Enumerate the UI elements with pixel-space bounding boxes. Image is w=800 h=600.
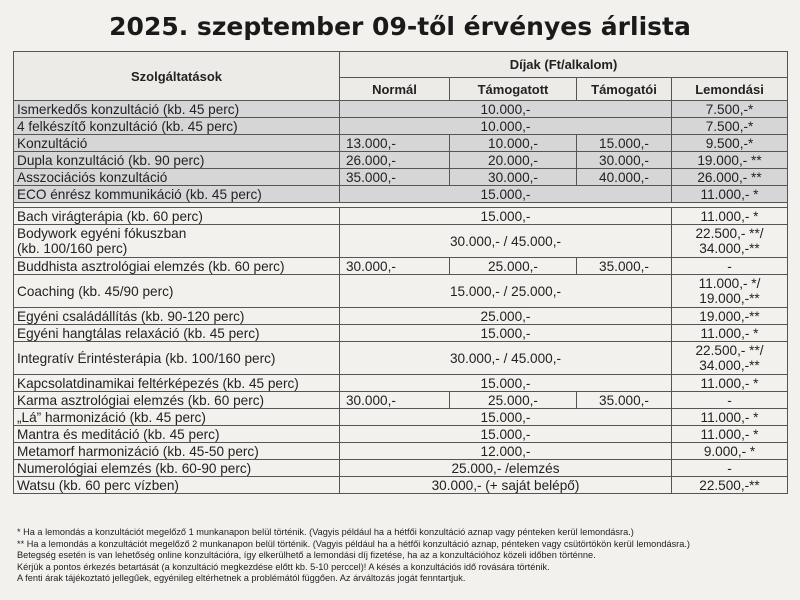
footnote-single-star: * Ha a lemondás a konzultációt megelőző 1 munkanapon belül történik. (Vagyis például ha a hétfői konzultáció aznap vagy pénteken kerül lemondásra.) — [17, 527, 634, 537]
page-title: 2025. szeptember 09-től érvényes árlista — [109, 12, 691, 41]
service-label: Bach virágterápia (kb. 60 perc) — [14, 208, 340, 225]
lemondasi-price: 7.500,-* — [672, 101, 788, 118]
lemondasi-price: 11.000,- * — [672, 325, 788, 342]
table-row — [14, 392, 788, 409]
lemondasi-price: - — [672, 392, 788, 409]
column-header-normal: Normál — [340, 78, 450, 101]
service-label: ECO énrész kommunikáció (kb. 45 perc) — [14, 186, 340, 203]
service-label: Metamorf harmonizáció (kb. 45-50 perc) — [14, 443, 340, 460]
table-row — [14, 342, 788, 375]
lemondasi-price — [672, 225, 788, 258]
lemondasi-price — [672, 275, 788, 308]
normal-price: 30.000,- — [340, 392, 450, 409]
column-header-lemondasi: Lemondási — [672, 78, 788, 101]
service-label: Coaching (kb. 45/90 perc) — [14, 275, 340, 308]
lemondasi-price: - — [672, 258, 788, 275]
lemondasi-price: 9.000,- * — [672, 443, 788, 460]
table-row — [14, 477, 788, 494]
table-row — [14, 101, 788, 118]
lemondasi-price: 11.000,- * — [672, 375, 788, 392]
normal-price: 26.000,- — [340, 152, 450, 169]
lemondasi-line1: 11.000,- */ — [698, 276, 761, 291]
service-label-line2: (kb. 100/160 perc) — [17, 241, 128, 256]
service-label: 4 felkészítő konzultáció (kb. 45 perc) — [14, 118, 340, 135]
lemondasi-price: 7.500,-* — [672, 118, 788, 135]
table-row — [14, 409, 788, 426]
merged-price: 25.000,- — [340, 308, 672, 325]
table-row — [14, 325, 788, 342]
merged-price: 25.000,- /elemzés — [340, 460, 672, 477]
lemondasi-line2: 19.000,-** — [699, 291, 760, 306]
table-row — [14, 308, 788, 325]
tamogatott-price: 10.000,- — [450, 135, 577, 152]
lemondasi-price: - — [672, 460, 788, 477]
merged-price: 15.000,- — [340, 375, 672, 392]
service-label: Asszociációs konzultáció — [14, 169, 340, 186]
merged-price: 15.000,- — [340, 325, 672, 342]
service-label: Dupla konzultáció (kb. 90 perc) — [14, 152, 340, 169]
merged-price: 30.000,- (+ saját belépő) — [340, 477, 672, 494]
footnote-disclaimer: A fenti árak tájékoztató jellegűek, egyénileg eltérhetnek a problémától függően. Az árváltozás jogát fenntartjuk. — [17, 573, 466, 584]
tamogatoi-price: 30.000,- — [577, 152, 672, 169]
table-row — [14, 118, 788, 135]
tamogatott-price: 20.000,- — [450, 152, 577, 169]
service-label: Buddhista asztrológiai elemzés (kb. 60 perc) — [14, 258, 340, 275]
lemondasi-line2: 34.000,-** — [699, 241, 760, 256]
lemondasi-price: 9.500,-* — [672, 135, 788, 152]
normal-price: 30.000,- — [340, 258, 450, 275]
merged-price: 15.000,- / 25.000,- — [340, 275, 672, 308]
lemondasi-price: 11.000,- * — [672, 409, 788, 426]
merged-price: 15.000,- — [340, 409, 672, 426]
tamogatoi-price: 35.000,- — [577, 258, 672, 275]
lemondasi-line1: 22.500,- **/ — [695, 226, 764, 241]
column-header-tamogatott: Támogatott — [450, 78, 577, 101]
tamogatoi-price: 15.000,- — [577, 135, 672, 152]
merged-price: 15.000,- — [340, 426, 672, 443]
lemondasi-price: 19.000,- ** — [672, 152, 788, 169]
header-fees: Díjak (Ft/alkalom) — [340, 52, 788, 78]
tamogatoi-price: 40.000,- — [577, 169, 672, 186]
table-row — [14, 225, 788, 258]
footnotes — [17, 527, 787, 585]
lemondasi-price: 26.000,- ** — [672, 169, 788, 186]
tamogatott-price: 25.000,- — [450, 258, 577, 275]
table-row — [14, 135, 788, 152]
price-table — [13, 51, 788, 494]
footnote-illness: Betegség esetén is van lehetőség online konzultációra, így elkerülhető a lemondási díj fizetése, ha az a konzultációhoz közeli időben történne. — [17, 550, 596, 561]
table-row — [14, 443, 788, 460]
service-label: Egyéni hangtálas relaxáció (kb. 45 perc) — [14, 325, 340, 342]
merged-price: 12.000,- — [340, 443, 672, 460]
table-row — [14, 375, 788, 392]
merged-price: 15.000,- — [340, 208, 672, 225]
table-row — [14, 426, 788, 443]
service-label: „Lá” harmonizáció (kb. 45 perc) — [14, 409, 340, 426]
lemondasi-price: 19.000,-** — [672, 308, 788, 325]
normal-price: 13.000,- — [340, 135, 450, 152]
service-label: Egyéni családállítás (kb. 90-120 perc) — [14, 308, 340, 325]
service-label: Konzultáció — [14, 135, 340, 152]
lemondasi-price: 22.500,-** — [672, 477, 788, 494]
table-row — [14, 275, 788, 308]
merged-price: 10.000,- — [340, 118, 672, 135]
lemondasi-line2: 34.000,-** — [699, 358, 760, 373]
table-row — [14, 258, 788, 275]
lemondasi-price: 11.000,- * — [672, 208, 788, 225]
service-label: Integratív Érintésterápia (kb. 100/160 perc) — [14, 342, 340, 375]
service-label: Mantra és meditáció (kb. 45 perc) — [14, 426, 340, 443]
table-row — [14, 186, 788, 203]
footnote-double-star: ** Ha a lemondás a konzultációt megelőző 2 munkanapon belül történik. (Vagyis például ha a hétfői konzultáció aznap, pénteken vagy csütörtökön kerül lemondásra.) — [17, 538, 690, 549]
table-row — [14, 169, 788, 186]
service-label: Kapcsolatdinamikai feltérképezés (kb. 45 perc) — [14, 375, 340, 392]
tamogatott-price: 30.000,- — [450, 169, 577, 186]
header-services: Szolgáltatások — [14, 52, 340, 101]
service-label-line1: Bodywork egyéni fókuszban — [17, 226, 187, 241]
normal-price: 35.000,- — [340, 169, 450, 186]
tamogatoi-price: 35.000,- — [577, 392, 672, 409]
table-row — [14, 152, 788, 169]
tamogatott-price: 25.000,- — [450, 392, 577, 409]
service-label: Numerológiai elemzés (kb. 60-90 perc) — [14, 460, 340, 477]
service-label — [14, 225, 340, 258]
service-label: Watsu (kb. 60 perc vízben) — [14, 477, 340, 494]
lemondasi-price: 11.000,- * — [672, 186, 788, 203]
lemondasi-line1: 22.500,- **/ — [695, 343, 764, 358]
merged-price: 15.000,- — [340, 186, 672, 203]
service-label: Karma asztrológiai elemzés (kb. 60 perc) — [14, 392, 340, 409]
merged-price: 10.000,- — [340, 101, 672, 118]
footnote-punctuality: Kérjük a pontos érkezés betartását (a konzultáció megkezdése előtt kb. 5-10 perccel)! A késés a konzultációs idő rovására történik. — [17, 561, 550, 572]
table-row — [14, 208, 788, 225]
merged-price: 30.000,- / 45.000,- — [340, 225, 672, 258]
table-row — [14, 460, 788, 477]
service-label: Ismerkedős konzultáció (kb. 45 perc) — [14, 101, 340, 118]
merged-price: 30.000,- / 45.000,- — [340, 342, 672, 375]
lemondasi-price — [672, 342, 788, 375]
lemondasi-price: 11.000,- * — [672, 426, 788, 443]
column-header-tamogatoi: Támogatói — [577, 78, 672, 101]
